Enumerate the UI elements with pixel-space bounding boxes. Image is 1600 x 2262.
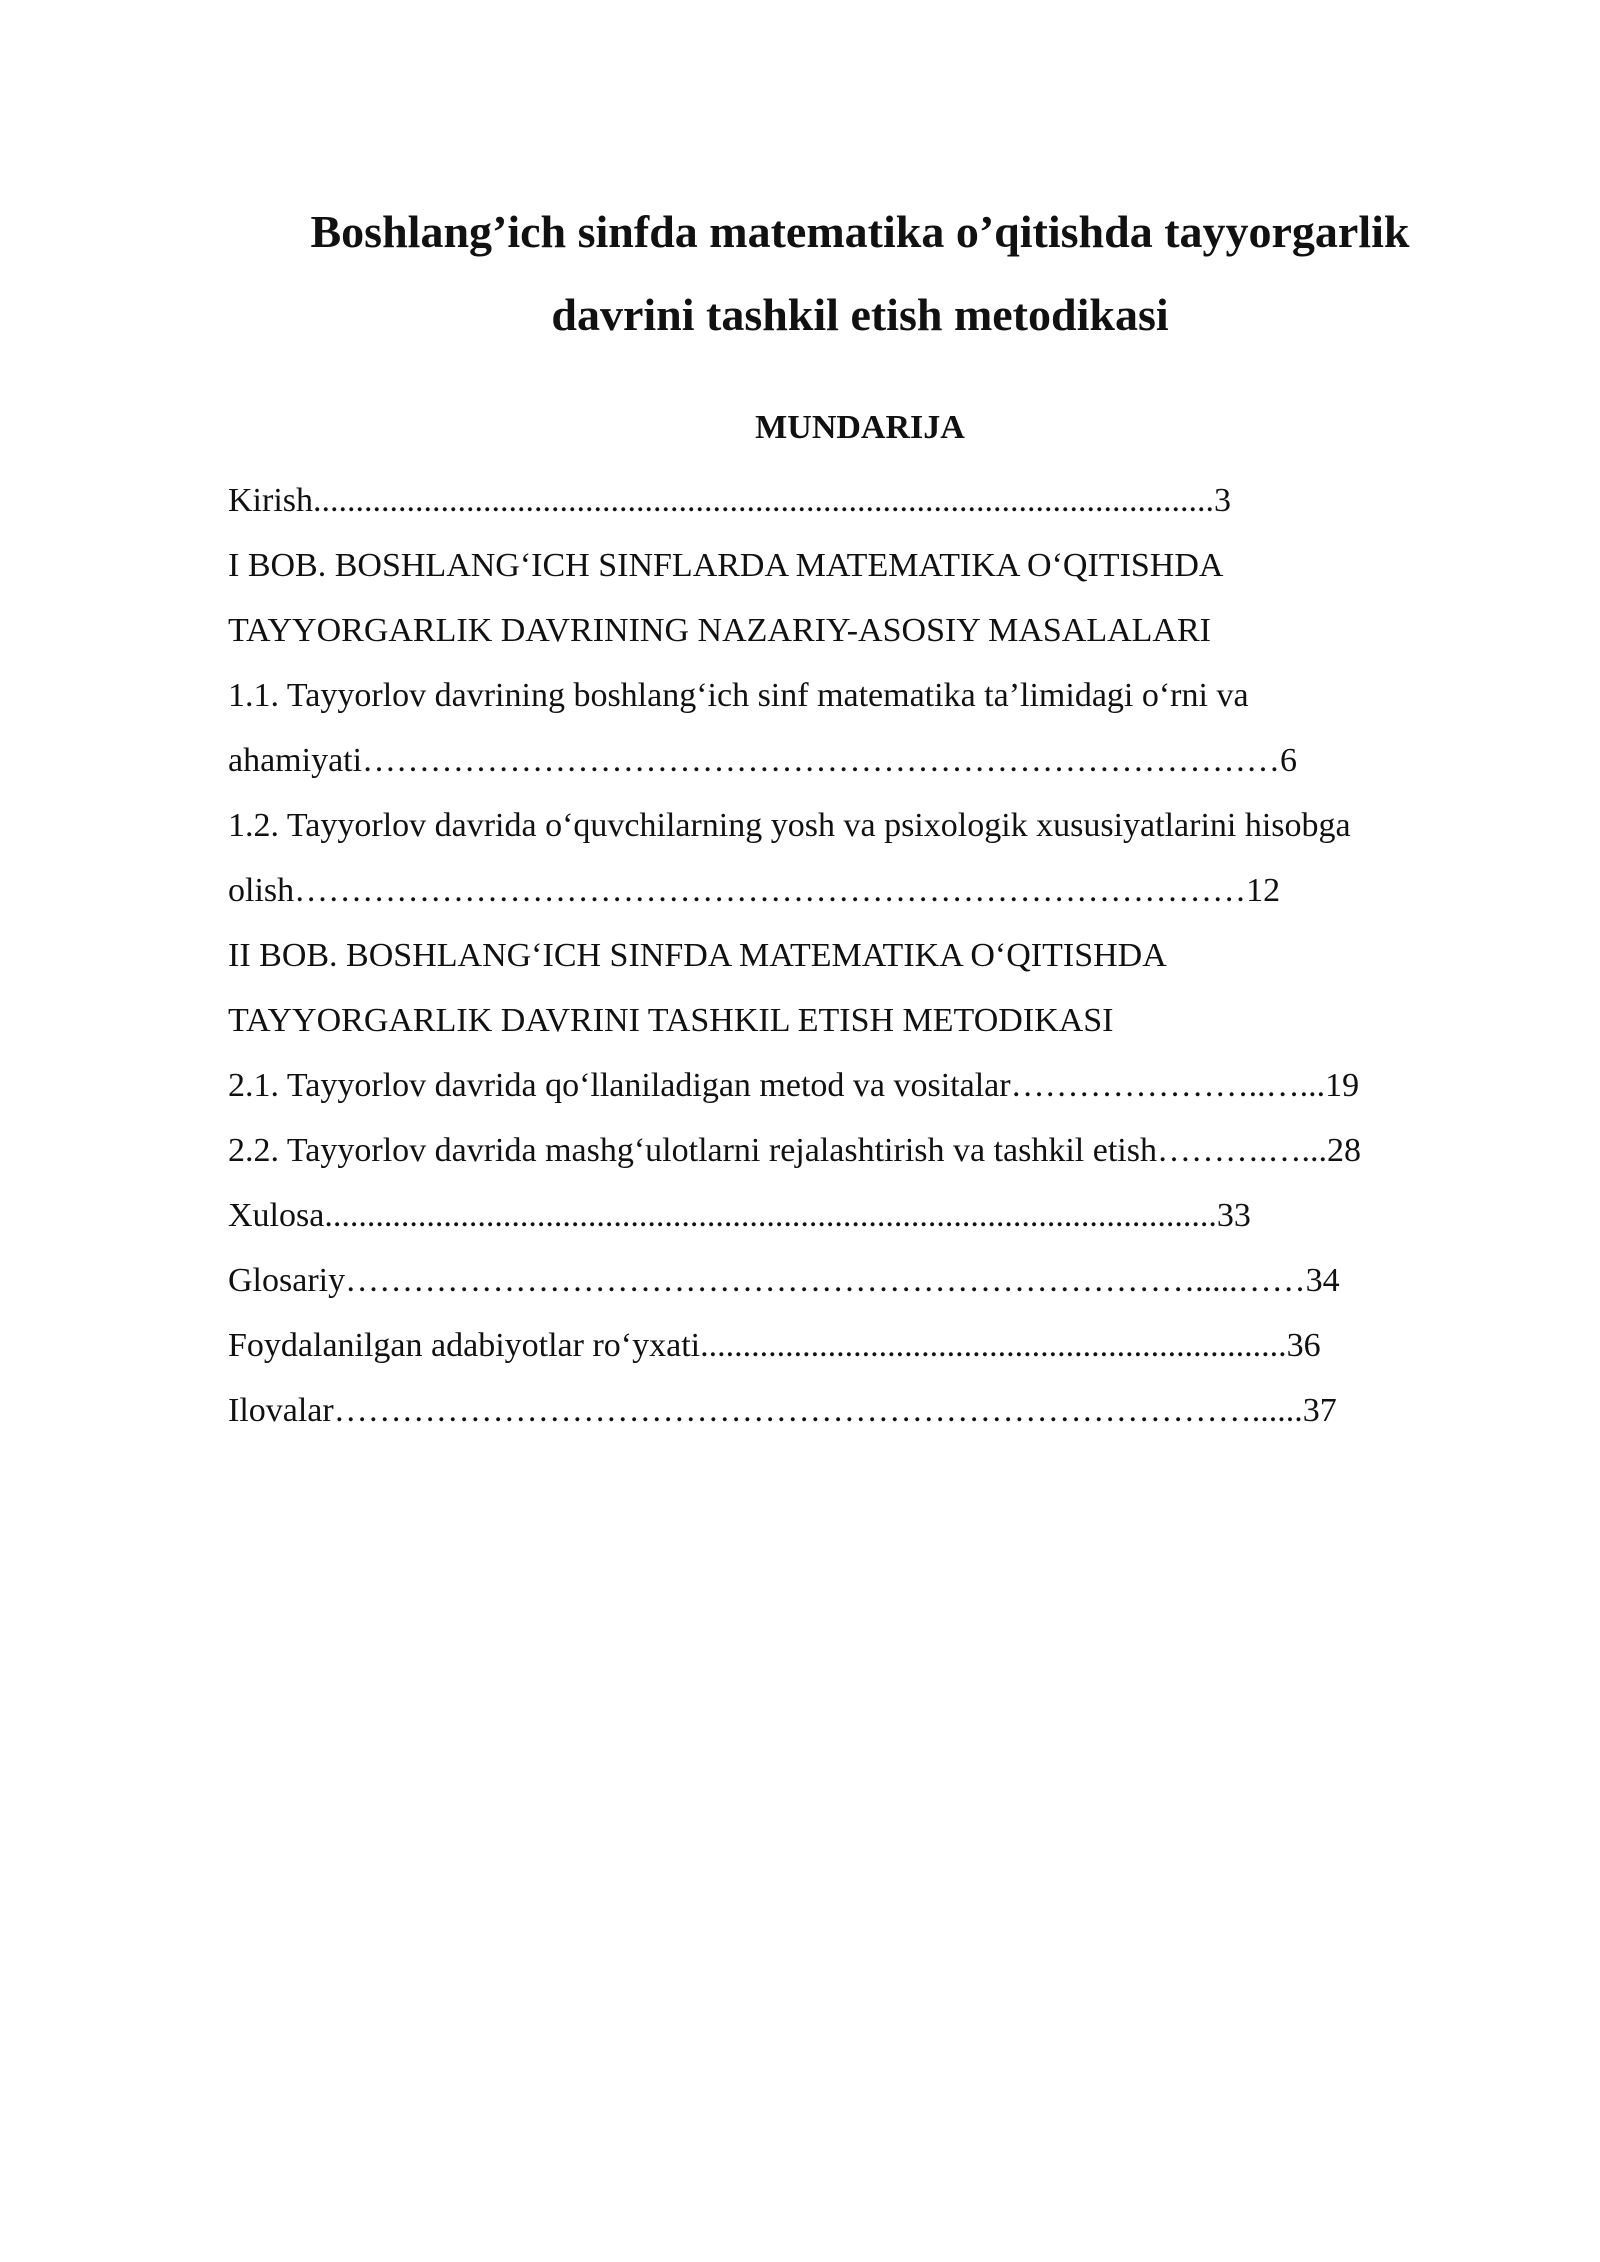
toc-line: Kirish..........................................................................................................3 bbox=[228, 482, 1231, 519]
toc-line: 2.1. Tayyorlov davrida qo‘llaniladigan metod va vositalar…………………..…...19 bbox=[228, 1067, 1360, 1104]
toc-line: 1.1. Tayyorlov davrining boshlang‘ich sinf matematika ta’limidagi o‘rni va bbox=[228, 677, 1249, 714]
toc-line: ahamiyati………………………………………………………………………6 bbox=[228, 742, 1298, 779]
toc-line: Xulosa.........................................................................................................33 bbox=[228, 1197, 1251, 1234]
document-title bbox=[200, 190, 1520, 356]
toc-line: I BOB. BOSHLANG‘ICH SINFLARDA MATEMATIKA O‘QITISHDA bbox=[228, 547, 1224, 584]
title-line-2: davrini tashkil etish metodikasi bbox=[551, 289, 1169, 340]
toc-line: Ilovalar………………………………………………………………………......37 bbox=[228, 1392, 1337, 1429]
table-of-contents bbox=[228, 468, 1528, 1443]
toc-line: II BOB. BOSHLANG‘ICH SINFDA MATEMATIKA O‘QITISHDA bbox=[228, 937, 1167, 974]
toc-line: Foydalanilgan adabiyotlar ro‘yxati.....................................................................36 bbox=[228, 1327, 1321, 1364]
toc-line: Glosariy………………………………………………………………….....……34 bbox=[228, 1262, 1340, 1299]
toc-line: 2.2. Tayyorlov davrida mashg‘ulotlarni rejalashtirish va tashkil etish……….…...28 bbox=[228, 1132, 1361, 1169]
toc-line: 1.2. Tayyorlov davrida o‘quvchilarning yosh va psixologik xususiyatlarini hisobga bbox=[228, 807, 1351, 844]
title-line-1: Boshlang’ich sinfda matematika o’qitishda tayyorgarlik bbox=[310, 206, 1410, 257]
toc-line: TAYYORGARLIK DAVRINING NAZARIY-ASOSIY MASALALARI bbox=[228, 612, 1211, 649]
toc-line: olish…………………………………………………………………………12 bbox=[228, 872, 1281, 909]
toc-line: TAYYORGARLIK DAVRINI TASHKIL ETISH METODIKASI bbox=[228, 1002, 1114, 1039]
toc-heading: MUNDARIJA bbox=[755, 409, 965, 446]
